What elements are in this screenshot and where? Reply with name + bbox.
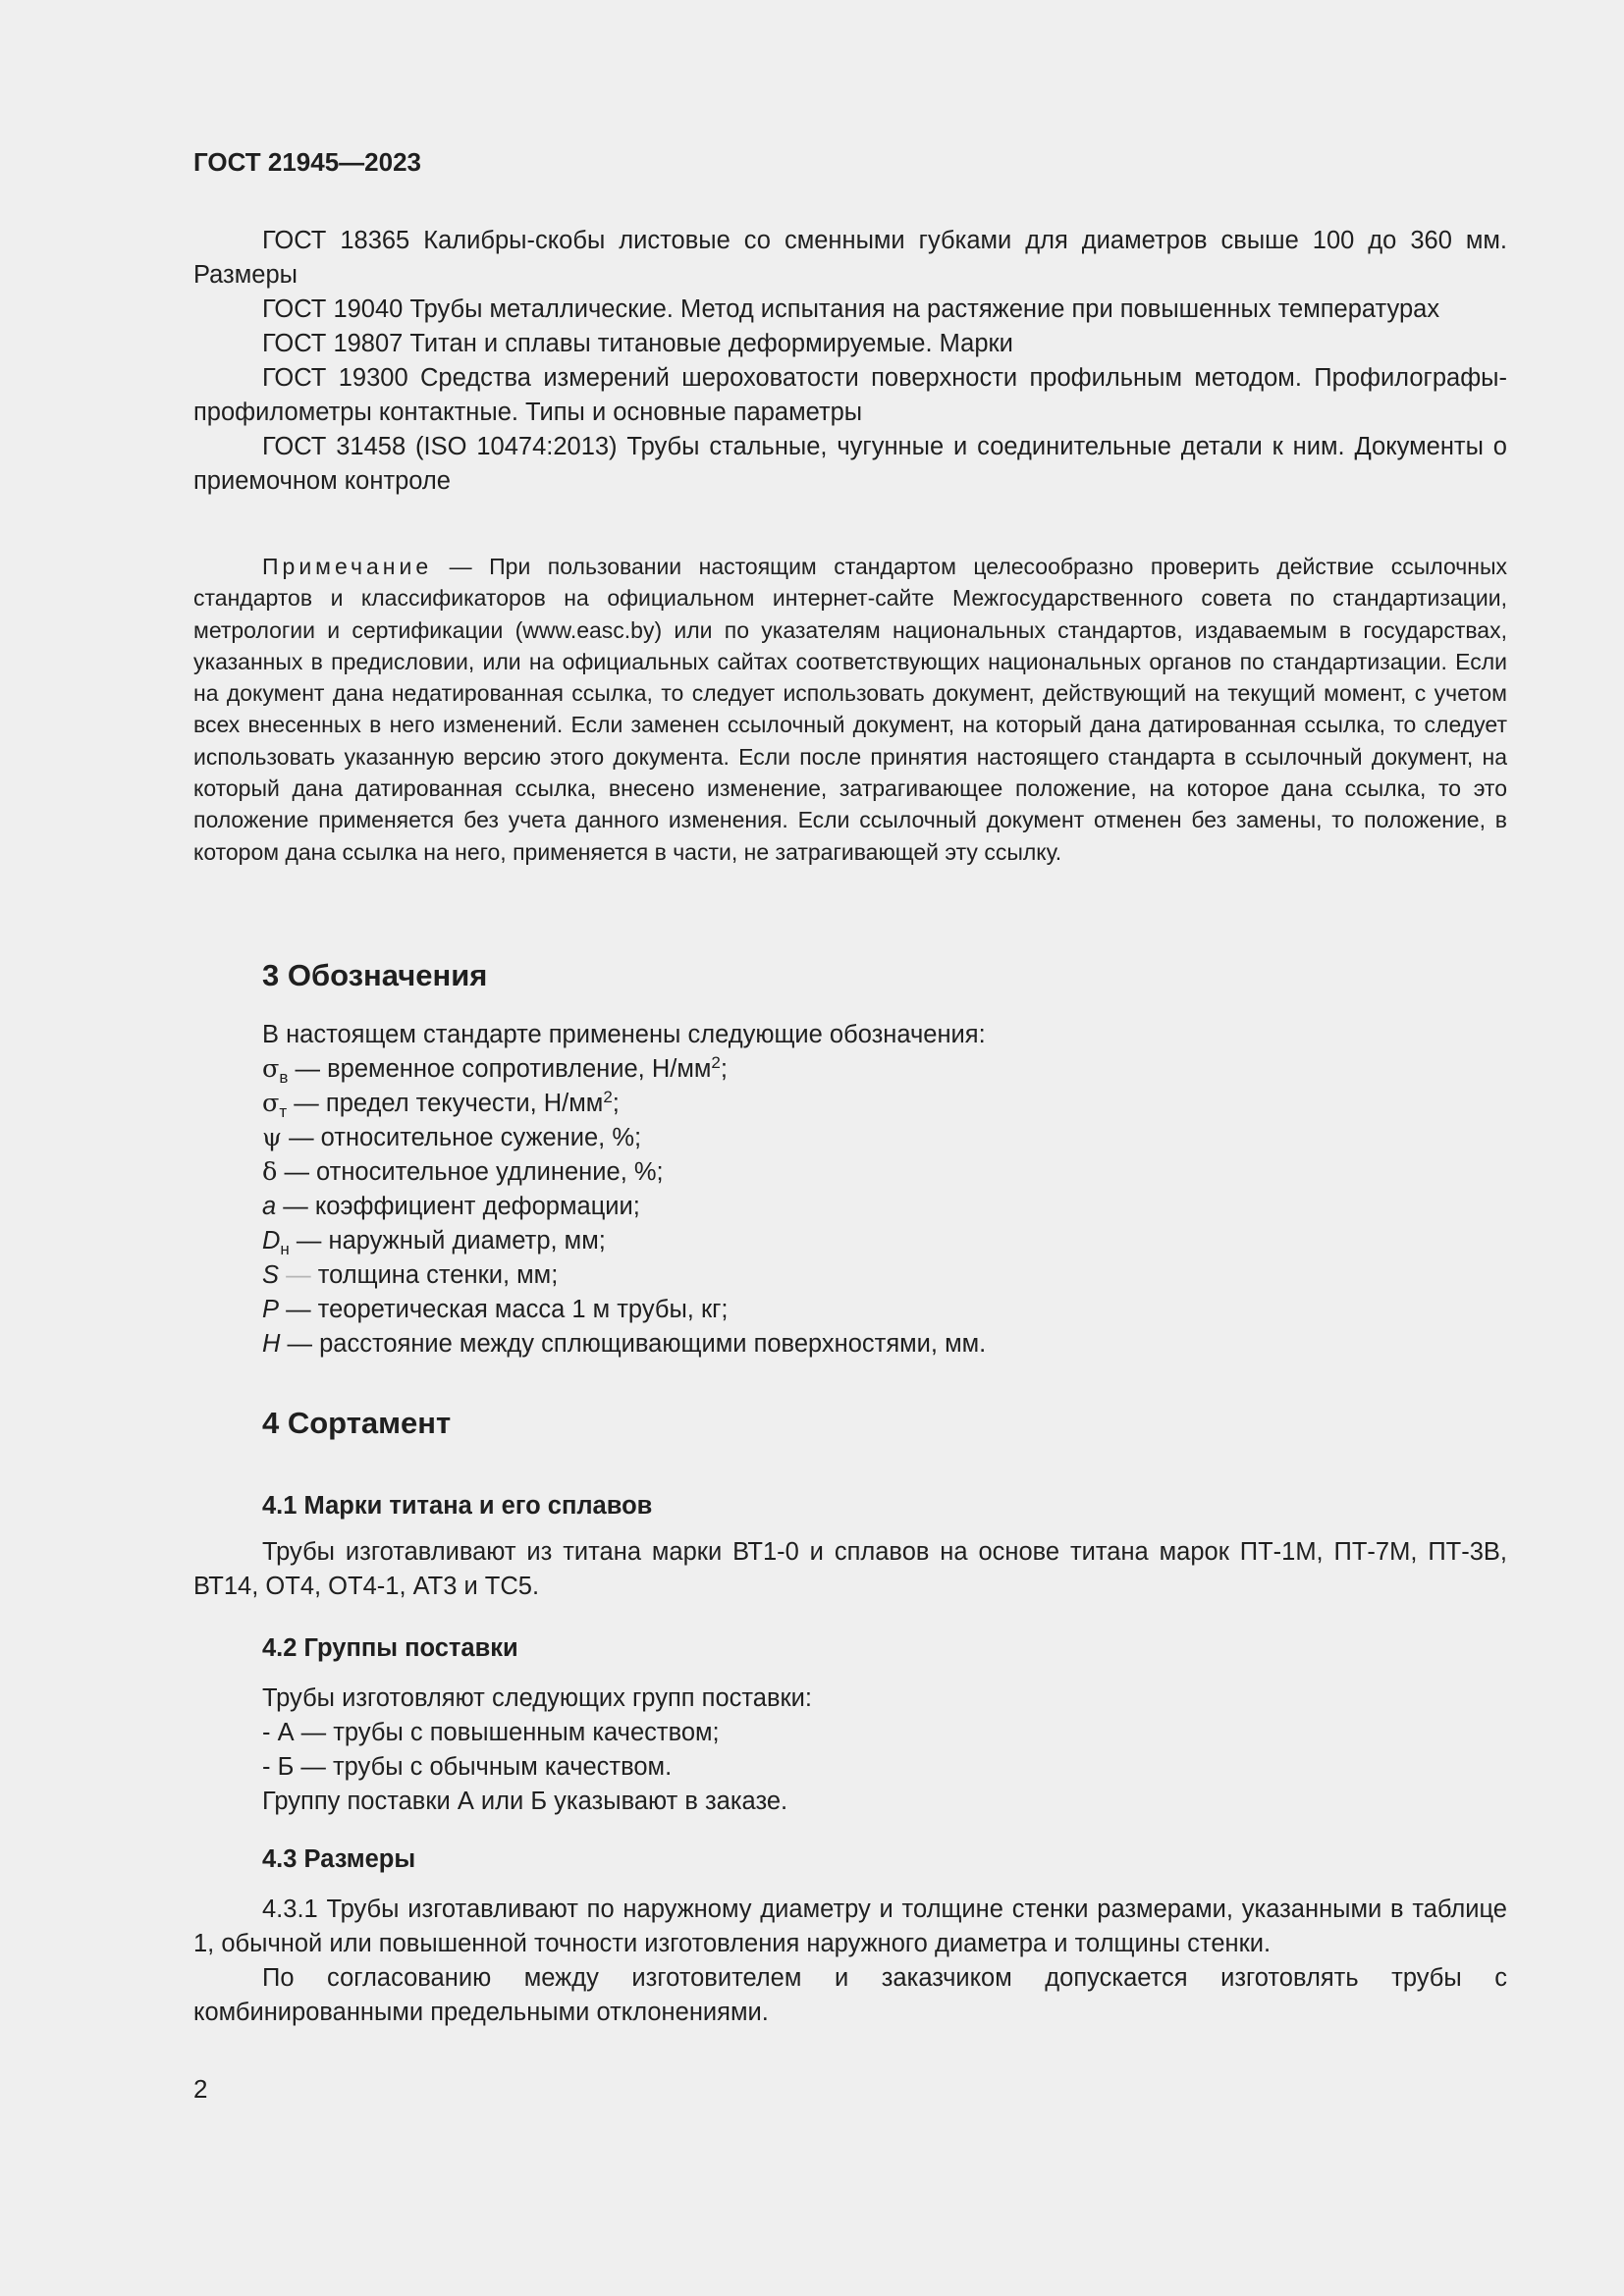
list-item: - А — трубы с повышенным качеством;	[262, 1719, 720, 1746]
list-item: Группу поставки А или Б указывают в заказе.	[262, 1788, 788, 1815]
symbol-item: $D_н$ — наружный диаметр, мм;	[262, 1227, 606, 1258]
note-text: — При пользовании настоящим стандартом целесообразно проверить действие ссылочных стандартов и классификаторов на официальном интернет-сайте Межгосударственного совета по стандартизации, метрологии и сертификации (www.easc.by) или по указателям национальных стандартов, издаваемым в государствах, указанных в предисловии, или на официальных сайтах соответствующих национальных органов по стандартизации. Если на документ дана недатированная ссылка, то следует использовать документ, действующий на текущий момент, с учетом всех внесенных в него изменений. Если заменен ссылочный документ, на который дана датированная ссылка, то следует использовать указанную версию этого документа. Если после принятия настоящего стандарта в ссылочный документ, на который дана датированная ссылка, внесено изменение, затрагивающее положение, на которое дана ссылка, то это положение применяется без учета данного изменения. Если ссылочный документ отменен без замены, то положение, в котором дана ссылка на него, применяется в части, не затрагивающей эту ссылку.	[193, 554, 1507, 865]
symbol-item: $\sigma_т$ — предел текучести, $Н/мм^2$;	[262, 1088, 620, 1121]
section-3-title: 3 Обозначения	[262, 958, 488, 992]
page-number: 2	[193, 2074, 208, 2104]
references-note	[193, 551, 1507, 868]
note-lead: Примечание	[262, 554, 433, 579]
symbol-item: S — толщина стенки, мм;	[262, 1261, 559, 1289]
symbol-item: H — расстояние между сплющивающими поверхностями, мм.	[262, 1330, 987, 1358]
symbol-item: P — теоретическая масса 1 м трубы, кг;	[262, 1296, 729, 1323]
reference-item: ГОСТ 19040 Трубы металлические. Метод испытания на растяжение при повышенных температурах	[262, 295, 1440, 323]
subsection-4-3-title: 4.3 Размеры	[262, 1845, 416, 1873]
symbols-intro: В настоящем стандарте применены следующие обозначения:	[262, 1021, 986, 1048]
reference-item: ГОСТ 31458 (ISO 10474:2013) Трубы стальные, чугунные и соединительные детали к ним. Документы о приемочном контроле	[193, 433, 1507, 495]
normative-references-list	[193, 224, 1507, 499]
subsection-4-3-text: 4.3.1 Трубы изготавливают по наружному диаметру и толщине стенки размерами, указанными в таблице 1, обычной или повышенной точности изготовления наружного диаметра и толщины стенки. По согласованию между изготовителем и заказчиком допускается изготовлять трубы с комбинированными предельными отклонениями.	[193, 1896, 1507, 2026]
subsection-4-1-title: 4.1 Марки титана и его сплавов	[262, 1492, 653, 1520]
subsection-4-1-text: Трубы изготавливают из титана марки ВТ1-0 и сплавов на основе титана марок ПТ-1М, ПТ-7М, ПТ-3В, ВТ14, ОТ4, ОТ4-1, АТ3 и ТС5.	[193, 1538, 1507, 1600]
document-code-header: ГОСТ 21945—2023	[193, 147, 421, 177]
symbol-item: δ — относительное удлинение, %;	[262, 1157, 664, 1187]
section-4-title: 4 Сортамент	[262, 1406, 452, 1440]
list-item: - Б — трубы с обычным качеством.	[262, 1753, 673, 1781]
reference-item: ГОСТ 19300 Средства измерений шероховатости поверхности профильным методом. Профилографы-профилометры контактные. Типы и основные параметры	[193, 364, 1507, 426]
subsection-4-2-title: 4.2 Группы поставки	[262, 1634, 518, 1662]
list-item: Трубы изготовляют следующих групп поставки:	[262, 1684, 813, 1712]
reference-item: ГОСТ 19807 Титан и сплавы титановые деформируемые. Марки	[262, 330, 1013, 357]
symbol-item: ψ — относительное сужение, %;	[262, 1123, 642, 1152]
supply-groups-list	[262, 1682, 1507, 1819]
symbol-item: $\sigma_в$ — временное сопротивление, $Н/мм^2$;	[262, 1053, 728, 1087]
symbol-item: a — коэффициент деформации;	[262, 1193, 640, 1220]
reference-item: ГОСТ 18365 Калибры-скобы листовые со сменными губками для диаметров свыше 100 до 360 мм. Размеры	[193, 227, 1507, 289]
symbols-list	[262, 1018, 1507, 1362]
